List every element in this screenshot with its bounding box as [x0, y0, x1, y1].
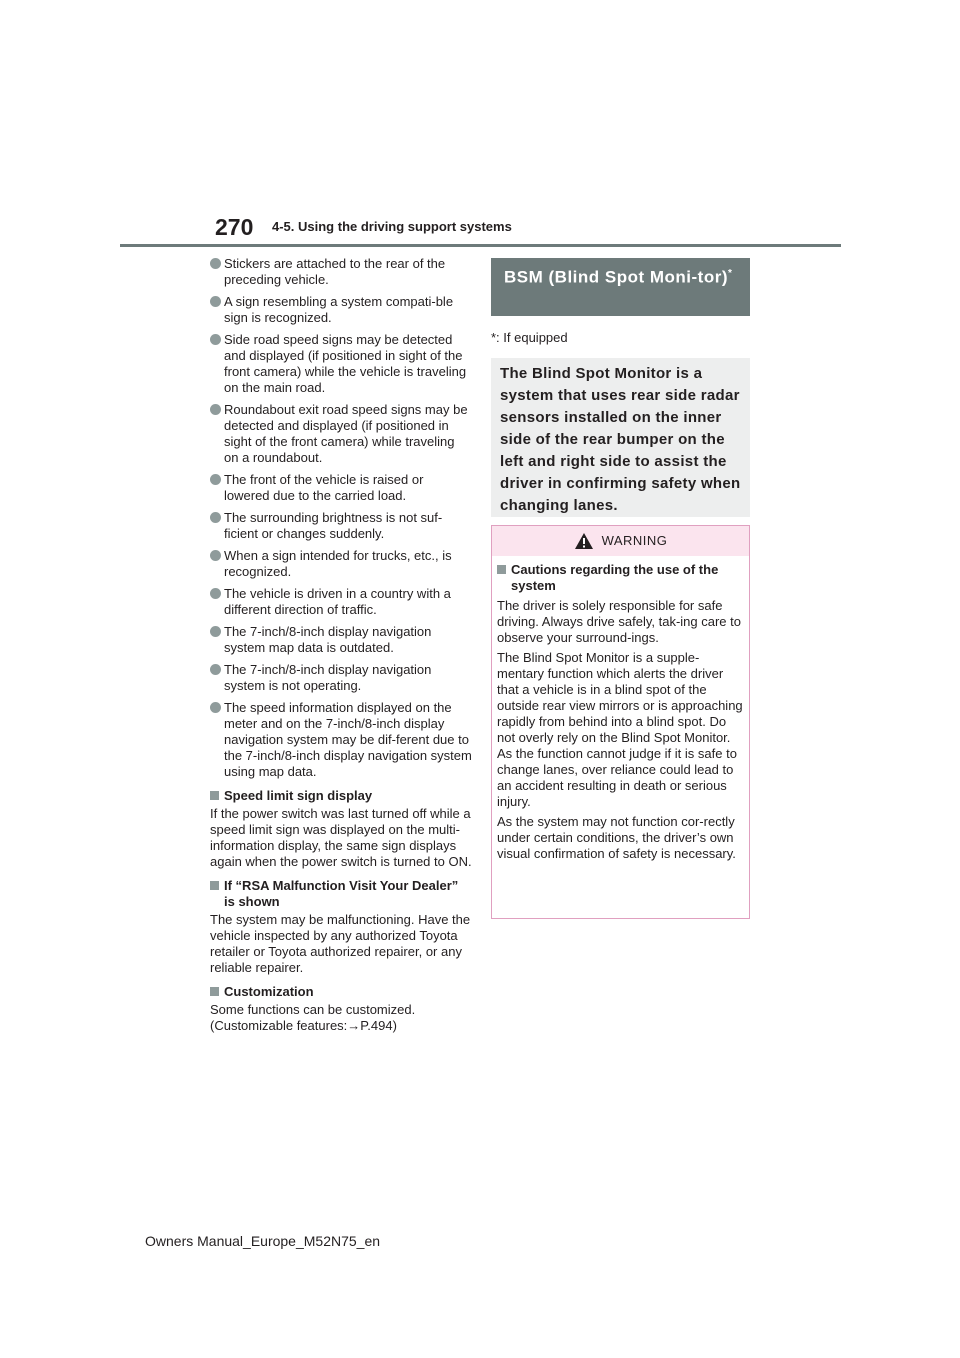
warning-header: [492, 526, 749, 556]
list-item: The front of the vehicle is raised or lowered due to the carried load.: [210, 472, 472, 504]
square-bullet-icon: [210, 987, 219, 996]
section-title: 4-5. Using the driving support systems: [272, 219, 512, 234]
footnote-marker: *: [728, 268, 733, 279]
footnote: *: If equipped: [491, 330, 568, 345]
bsm-heading: BSM (Blind Spot Moni-tor)*: [491, 258, 750, 316]
square-bullet-icon: [497, 565, 506, 574]
list-item: The speed information displayed on the meter and on the 7-inch/8-inch display navigation system may be dif-ferent due to the 7-inch/8-inch display navigation system using map data.: [210, 700, 472, 780]
warning-paragraph: As the system may not function cor-rectly under certain conditions, the driver’s own visual confirmation of safety is necessary.: [497, 814, 736, 861]
bullet-icon: [210, 664, 221, 675]
bullet-icon: [210, 474, 221, 485]
footer-text: Owners Manual_Europe_M52N75_en: [145, 1233, 381, 1249]
bullet-icon: [210, 588, 221, 599]
header-divider: [120, 244, 841, 247]
section-heading-customization: Customization: [210, 984, 472, 1000]
warning-box: [491, 525, 750, 919]
left-column: [210, 256, 472, 1040]
list-item: A sign resembling a system compati-ble sign is recognized.: [210, 294, 472, 326]
page-number: 270: [215, 214, 254, 240]
warning-label: WARNING: [601, 533, 668, 548]
square-bullet-icon: [210, 881, 219, 890]
list-item: When a sign intended for trucks, etc., is recognized.: [210, 548, 472, 580]
section-text-speed-limit: If the power switch was last turned off while a speed limit sign was displayed on the multi-information display, the same sign displays again when the power switch is turned to ON.: [210, 806, 472, 869]
list-item: The surrounding brightness is not suf-ficient or changes suddenly.: [210, 510, 472, 542]
square-bullet-icon: [210, 791, 219, 800]
section-heading-speed-limit: Speed limit sign display: [210, 788, 472, 804]
list-item: Side road speed signs may be detected and displayed (if positioned in sight of the front camera) while the vehicle is traveling on the main road.: [210, 332, 472, 396]
warning-paragraph: The Blind Spot Monitor is a supple-mentary function which alerts the driver that a vehicle is in a blind spot of the outside rear view mirrors or is approaching rapidly from behind into a blind spot. Do not overly rely on the Blind Spot Monitor. As the function cannot judge if it is safe to change lanes, over reliance could lead to an accident resulting in death or serious injury.: [497, 650, 743, 809]
list-item: Roundabout exit road speed signs may be detected and displayed (if positioned in sight of the front camera) while traveling on a roundabout.: [210, 402, 472, 466]
bullet-icon: [210, 296, 221, 307]
bullet-icon: [210, 404, 221, 415]
section-text-customization: Some functions can be customized. (Customizable features:→P.494): [210, 1002, 416, 1033]
bullet-icon: [210, 702, 221, 713]
list-item: The 7-inch/8-inch display navigation system is not operating.: [210, 662, 472, 694]
warning-body: [492, 556, 749, 862]
bullet-icon: [210, 258, 221, 269]
section-text-rsa-malfunction: The system may be malfunctioning. Have the vehicle inspected by any authorized Toyota retailer or Toyota authorized repairer, or any reliable repairer.: [210, 912, 471, 975]
warning-paragraph: The driver is solely responsible for safe driving. Always drive safely, tak-ing care to observe your surround-ings.: [497, 598, 741, 645]
bullet-icon: [210, 550, 221, 561]
list-item: The 7-inch/8-inch display navigation system map data is outdated.: [210, 624, 472, 656]
bullet-icon: [210, 334, 221, 345]
right-column: [491, 258, 750, 919]
list-item: Stickers are attached to the rear of the preceding vehicle.: [210, 256, 472, 288]
intro-box: The Blind Spot Monitor is a system that uses rear side radar sensors installed on the inner side of the rear bumper on the left and right side to assist the driver in confirming safety when changing lanes.: [491, 358, 750, 517]
warning-triangle-icon: [574, 532, 594, 550]
bullet-icon: [210, 512, 221, 523]
section-heading-rsa-malfunction: If “RSA Malfunction Visit Your Dealer” is shown: [210, 878, 472, 910]
bullet-icon: [210, 626, 221, 637]
list-item: The vehicle is driven in a country with a different direction of traffic.: [210, 586, 472, 618]
warning-subhead: Cautions regarding the use of the system: [497, 562, 744, 594]
